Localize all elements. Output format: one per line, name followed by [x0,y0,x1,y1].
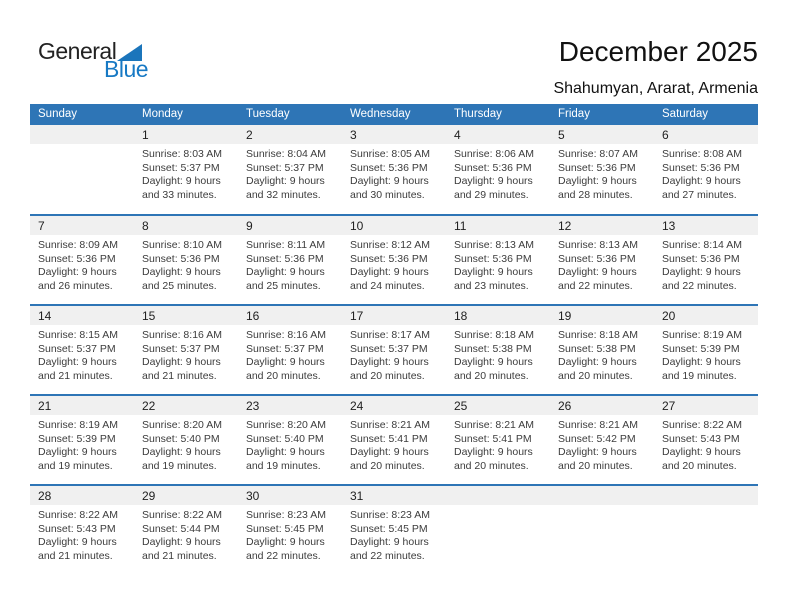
week-row-3 [30,305,758,395]
logo-text-blue: Blue [104,56,149,82]
day-info-line: Sunset: 5:40 PM [246,432,324,445]
day-number: 23 [238,396,342,415]
day-info-line: and 22 minutes. [246,549,321,562]
day-info-line: Sunrise: 8:13 AM [454,239,534,251]
day-info [238,415,342,473]
day-info-line: Sunset: 5:40 PM [142,432,220,445]
page-subtitle: Shahumyan, Ararat, Armenia [553,80,758,97]
day-info-line: Sunset: 5:36 PM [454,161,532,174]
day-info [550,505,654,509]
day-info [30,235,134,293]
day-info-line: Daylight: 9 hours [662,175,741,188]
day-info-line: Sunset: 5:45 PM [350,522,428,535]
day-info-line: Sunset: 5:41 PM [454,432,532,445]
day-number: 27 [654,396,758,415]
day-info-line: and 25 minutes. [142,279,217,292]
day-info-line: Sunset: 5:37 PM [38,342,116,355]
day-cell-7 [30,215,134,305]
day-info-line: Sunrise: 8:15 AM [38,329,118,341]
day-info-line: Daylight: 9 hours [38,536,117,549]
day-info [446,325,550,383]
day-number: 6 [654,125,758,144]
day-cell-13 [654,215,758,305]
day-info-line: Daylight: 9 hours [38,446,117,459]
day-info-line: Daylight: 9 hours [350,266,429,279]
day-info-line: Sunrise: 8:23 AM [246,509,326,521]
day-info-line: Daylight: 9 hours [246,175,325,188]
day-cell-4 [446,125,550,215]
day-cell-6 [654,125,758,215]
day-number: 14 [30,306,134,325]
day-info-line: Sunset: 5:37 PM [246,161,324,174]
day-number: 18 [446,306,550,325]
day-info-line: and 20 minutes. [662,459,737,472]
week-row-4 [30,395,758,485]
day-info-line: Daylight: 9 hours [454,175,533,188]
day-cell-empty [550,485,654,575]
day-info [342,235,446,293]
day-info-line: and 19 minutes. [38,459,113,472]
day-info [238,325,342,383]
day-info-line: Daylight: 9 hours [454,356,533,369]
weekday-header-saturday: Saturday [654,104,758,125]
day-info-line: and 27 minutes. [662,188,737,201]
day-number: 28 [30,486,134,505]
day-info-line: Daylight: 9 hours [350,175,429,188]
day-cell-9 [238,215,342,305]
day-info-line: and 24 minutes. [350,279,425,292]
day-info [134,505,238,563]
day-info-line: Sunrise: 8:18 AM [558,329,638,341]
day-number: 11 [446,216,550,235]
day-info-line: and 20 minutes. [246,369,321,382]
week-row-1 [30,125,758,215]
day-info-line: Sunset: 5:36 PM [246,252,324,265]
weekday-header-monday: Monday [134,104,238,125]
day-number: 31 [342,486,446,505]
day-cell-18 [446,305,550,395]
day-info-line: Sunrise: 8:21 AM [454,419,534,431]
day-info-line: and 33 minutes. [142,188,217,201]
day-number: 29 [134,486,238,505]
day-info-line: Daylight: 9 hours [246,446,325,459]
day-info [134,325,238,383]
day-info-line: Sunset: 5:38 PM [454,342,532,355]
day-number: 3 [342,125,446,144]
week-row-5 [30,485,758,575]
day-info-line: Daylight: 9 hours [142,266,221,279]
day-info [30,144,134,148]
day-number: 7 [30,216,134,235]
day-info-line: and 20 minutes. [558,459,633,472]
day-number: 25 [446,396,550,415]
day-number: 9 [238,216,342,235]
day-info-line: Daylight: 9 hours [558,446,637,459]
day-info [446,415,550,473]
day-info-line: Daylight: 9 hours [38,356,117,369]
day-number [446,486,550,505]
day-info-line: Daylight: 9 hours [246,536,325,549]
day-info-line: Daylight: 9 hours [246,356,325,369]
day-info-line: Sunset: 5:36 PM [142,252,220,265]
weekday-header-thursday: Thursday [446,104,550,125]
day-info-line: and 21 minutes. [38,549,113,562]
day-cell-21 [30,395,134,485]
day-cell-empty [654,485,758,575]
day-number [654,486,758,505]
day-info-line: and 20 minutes. [350,459,425,472]
day-info-line: Sunrise: 8:19 AM [38,419,118,431]
day-number: 13 [654,216,758,235]
day-info-line: and 22 minutes. [558,279,633,292]
day-info-line: Daylight: 9 hours [558,356,637,369]
day-info-line: Daylight: 9 hours [350,446,429,459]
day-info-line: Sunrise: 8:17 AM [350,329,430,341]
day-number: 5 [550,125,654,144]
day-info-line: Sunrise: 8:19 AM [662,329,742,341]
logo-text-general: General [38,38,117,64]
weekday-header-tuesday: Tuesday [238,104,342,125]
day-info-line: Sunrise: 8:22 AM [662,419,742,431]
day-cell-17 [342,305,446,395]
day-cell-2 [238,125,342,215]
day-info [134,144,238,202]
day-info [446,505,550,509]
day-cell-5 [550,125,654,215]
day-info-line: Sunset: 5:43 PM [38,522,116,535]
day-number: 8 [134,216,238,235]
day-info-line: and 22 minutes. [662,279,737,292]
day-cell-1 [134,125,238,215]
day-number: 17 [342,306,446,325]
day-info-line: Daylight: 9 hours [662,356,741,369]
calendar-table [30,104,758,575]
day-cell-23 [238,395,342,485]
day-info [342,144,446,202]
day-cell-31 [342,485,446,575]
day-info [238,144,342,202]
day-info-line: Sunset: 5:36 PM [662,161,740,174]
day-info [550,415,654,473]
day-info-line: Daylight: 9 hours [350,356,429,369]
day-info-line: Daylight: 9 hours [142,356,221,369]
day-info [654,415,758,473]
day-cell-28 [30,485,134,575]
day-info [238,505,342,563]
day-number: 10 [342,216,446,235]
day-info-line: Sunset: 5:36 PM [350,161,428,174]
day-info-line: Sunset: 5:38 PM [558,342,636,355]
day-info [550,144,654,202]
day-cell-empty [446,485,550,575]
day-info-line: Sunrise: 8:21 AM [350,419,430,431]
day-cell-empty [30,125,134,215]
day-cell-22 [134,395,238,485]
day-info [654,505,758,509]
day-info [342,415,446,473]
day-number: 15 [134,306,238,325]
day-info-line: Daylight: 9 hours [454,266,533,279]
week-row-2 [30,215,758,305]
day-info [30,505,134,563]
day-info-line: Sunset: 5:36 PM [558,252,636,265]
day-number [550,486,654,505]
day-info [654,144,758,202]
day-info-line: Sunset: 5:37 PM [246,342,324,355]
day-info-line: Daylight: 9 hours [38,266,117,279]
day-info-line: Sunrise: 8:06 AM [454,148,534,160]
day-number: 1 [134,125,238,144]
day-info-line: and 28 minutes. [558,188,633,201]
day-number: 16 [238,306,342,325]
day-info-line: Sunset: 5:39 PM [662,342,740,355]
day-cell-25 [446,395,550,485]
day-info-line: Sunset: 5:36 PM [558,161,636,174]
day-info-line: and 21 minutes. [142,369,217,382]
day-cell-20 [654,305,758,395]
logo [38,40,148,81]
day-number: 2 [238,125,342,144]
day-cell-29 [134,485,238,575]
day-number: 24 [342,396,446,415]
day-info-line: Sunset: 5:43 PM [662,432,740,445]
day-info [446,144,550,202]
day-cell-8 [134,215,238,305]
day-info [30,325,134,383]
day-cell-27 [654,395,758,485]
day-info-line: Sunrise: 8:03 AM [142,148,222,160]
day-info-line: and 21 minutes. [142,549,217,562]
day-info [446,235,550,293]
day-info-line: Sunrise: 8:07 AM [558,148,638,160]
day-info-line: Sunrise: 8:05 AM [350,148,430,160]
page-title: December 2025 [558,36,758,67]
day-cell-24 [342,395,446,485]
day-info-line: Daylight: 9 hours [142,536,221,549]
day-info-line: Sunrise: 8:23 AM [350,509,430,521]
day-info-line: and 26 minutes. [38,279,113,292]
day-info [654,235,758,293]
day-cell-12 [550,215,654,305]
day-info-line: and 19 minutes. [662,369,737,382]
day-info-line: Sunset: 5:36 PM [38,252,116,265]
day-info-line: and 23 minutes. [454,279,529,292]
day-info-line: Sunrise: 8:20 AM [142,419,222,431]
day-info-line: Sunrise: 8:20 AM [246,419,326,431]
day-number: 19 [550,306,654,325]
day-info-line: Daylight: 9 hours [142,175,221,188]
day-info-line: Sunrise: 8:13 AM [558,239,638,251]
day-info-line: and 21 minutes. [38,369,113,382]
day-info-line: Daylight: 9 hours [558,266,637,279]
day-info [550,325,654,383]
day-info-line: Daylight: 9 hours [246,266,325,279]
day-info-line: Sunset: 5:39 PM [38,432,116,445]
day-cell-10 [342,215,446,305]
weekday-header-wednesday: Wednesday [342,104,446,125]
day-info-line: Sunset: 5:44 PM [142,522,220,535]
day-info-line: Sunrise: 8:12 AM [350,239,430,251]
day-info-line: Sunset: 5:41 PM [350,432,428,445]
day-info-line: Daylight: 9 hours [454,446,533,459]
day-number: 26 [550,396,654,415]
day-info-line: and 19 minutes. [142,459,217,472]
day-number: 21 [30,396,134,415]
day-info-line: Sunset: 5:42 PM [558,432,636,445]
day-info-line: and 19 minutes. [246,459,321,472]
weekday-header-row [30,104,758,125]
day-info-line: and 22 minutes. [350,549,425,562]
day-info-line: Sunset: 5:37 PM [350,342,428,355]
day-cell-16 [238,305,342,395]
day-info-line: Sunrise: 8:16 AM [142,329,222,341]
day-info-line: Sunset: 5:37 PM [142,342,220,355]
day-info-line: Sunset: 5:37 PM [142,161,220,174]
day-info-line: and 29 minutes. [454,188,529,201]
day-info-line: Sunrise: 8:21 AM [558,419,638,431]
day-number: 20 [654,306,758,325]
day-info [342,325,446,383]
day-cell-19 [550,305,654,395]
day-number: 12 [550,216,654,235]
day-info-line: Daylight: 9 hours [142,446,221,459]
day-info-line: Sunrise: 8:08 AM [662,148,742,160]
day-info-line: Sunrise: 8:11 AM [246,239,326,251]
day-info [654,325,758,383]
day-info-line: Sunrise: 8:09 AM [38,239,118,251]
day-info-line: Sunset: 5:45 PM [246,522,324,535]
day-info-line: and 20 minutes. [558,369,633,382]
day-number: 30 [238,486,342,505]
day-cell-30 [238,485,342,575]
day-info-line: Sunset: 5:36 PM [350,252,428,265]
calendar-body [30,125,758,575]
day-info-line: Sunrise: 8:16 AM [246,329,326,341]
day-info-line: and 32 minutes. [246,188,321,201]
day-cell-14 [30,305,134,395]
day-info [134,235,238,293]
day-info-line: Daylight: 9 hours [662,266,741,279]
day-cell-26 [550,395,654,485]
day-cell-15 [134,305,238,395]
day-number [30,125,134,144]
day-number: 4 [446,125,550,144]
day-info-line: Sunrise: 8:14 AM [662,239,742,251]
day-info-line: Sunset: 5:36 PM [662,252,740,265]
day-info-line: Sunset: 5:36 PM [454,252,532,265]
day-info [342,505,446,563]
day-info-line: Sunrise: 8:22 AM [38,509,118,521]
day-info [134,415,238,473]
day-info-line: and 20 minutes. [454,459,529,472]
day-cell-3 [342,125,446,215]
weekday-header-sunday: Sunday [30,104,134,125]
day-info-line: Sunrise: 8:22 AM [142,509,222,521]
weekday-header-friday: Friday [550,104,654,125]
day-info [238,235,342,293]
day-info-line: and 20 minutes. [454,369,529,382]
day-info-line: Daylight: 9 hours [558,175,637,188]
day-info-line: and 30 minutes. [350,188,425,201]
day-info-line: Sunrise: 8:18 AM [454,329,534,341]
day-number: 22 [134,396,238,415]
day-info-line: and 20 minutes. [350,369,425,382]
title-block [553,36,758,98]
day-cell-11 [446,215,550,305]
day-info [30,415,134,473]
day-info-line: Daylight: 9 hours [662,446,741,459]
day-info-line: Daylight: 9 hours [350,536,429,549]
day-info-line: Sunrise: 8:04 AM [246,148,326,160]
day-info [550,235,654,293]
day-info-line: Sunrise: 8:10 AM [142,239,222,251]
day-info-line: and 25 minutes. [246,279,321,292]
